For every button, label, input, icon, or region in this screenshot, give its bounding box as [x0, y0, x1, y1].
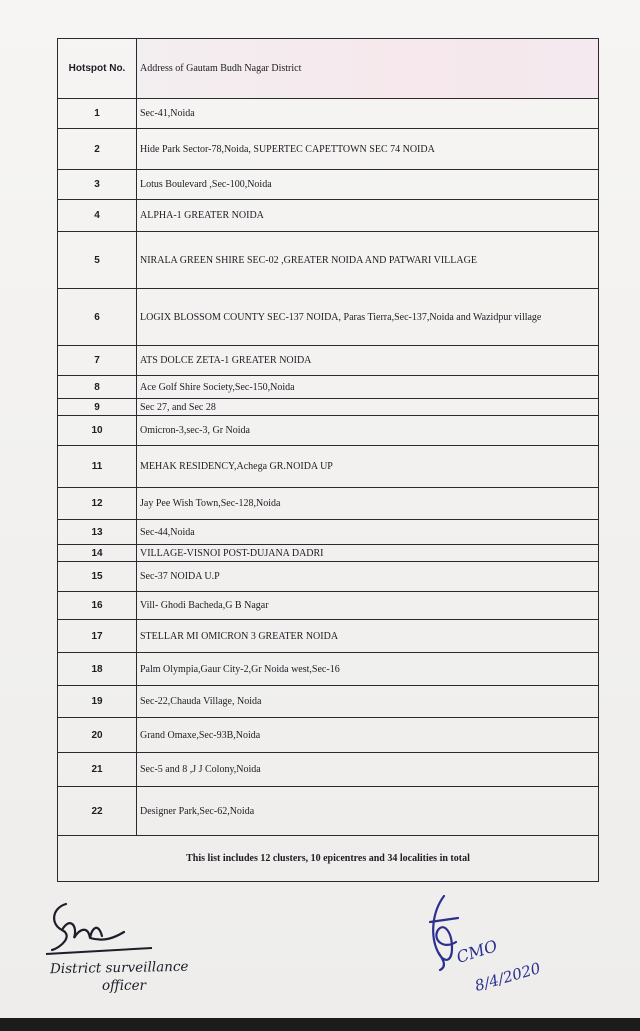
hotspot-number: 7: [58, 346, 137, 376]
hotspot-number: 4: [58, 200, 137, 232]
table-row: [58, 399, 599, 416]
hotspot-number: 2: [58, 129, 137, 170]
right-signature: [418, 892, 578, 1010]
hotspot-number: 1: [58, 99, 137, 129]
hotspot-number: 14: [58, 545, 137, 562]
hotspot-address: Vill- Ghodi Bacheda,G B Nagar: [137, 592, 599, 620]
left-signature: [44, 898, 244, 998]
table-row: [58, 232, 599, 289]
hotspot-address: Sec-44,Noida: [137, 520, 599, 545]
footer-row: [58, 836, 599, 882]
header-hotspot-no: Hotspot No.: [58, 39, 137, 99]
table-row: [58, 289, 599, 346]
table-row: [58, 718, 599, 753]
hotspot-address: NIRALA GREEN SHIRE SEC-02 ,GREATER NOIDA AND PATWARI VILLAGE: [137, 232, 599, 289]
table-row: [58, 488, 599, 520]
hotspot-address: STELLAR MI OMICRON 3 GREATER NOIDA: [137, 620, 599, 653]
header-address: Address of Gautam Budh Nagar District: [137, 39, 599, 99]
table-row: [58, 620, 599, 653]
table-row: [58, 416, 599, 446]
hotspot-number: 13: [58, 520, 137, 545]
hotspot-address: ATS DOLCE ZETA-1 GREATER NOIDA: [137, 346, 599, 376]
hotspot-number: 9: [58, 399, 137, 416]
hotspot-number: 15: [58, 562, 137, 592]
left-signature-scribble: [44, 898, 154, 956]
hotspot-address: Grand Omaxe,Sec-93B,Noida: [137, 718, 599, 753]
table-row: [58, 653, 599, 686]
right-signature-title: CMO: [454, 936, 500, 967]
hotspot-address: VILLAGE-VISNOI POST-DUJANA DADRI: [137, 545, 599, 562]
table-row: [58, 129, 599, 170]
header-row: [58, 39, 599, 99]
hotspot-number: 20: [58, 718, 137, 753]
hotspot-number: 12: [58, 488, 137, 520]
left-signature-line2: officer: [102, 978, 147, 994]
hotspot-address: Designer Park,Sec-62,Noida: [137, 787, 599, 836]
hotspot-number: 21: [58, 753, 137, 787]
hotspot-address: MEHAK RESIDENCY,Achega GR.NOIDA UP: [137, 446, 599, 488]
hotspot-number: 5: [58, 232, 137, 289]
hotspot-number: 18: [58, 653, 137, 686]
hotspot-address: ALPHA-1 GREATER NOIDA: [137, 200, 599, 232]
hotspot-address: Sec-5 and 8 ,J J Colony,Noida: [137, 753, 599, 787]
left-signature-line1: District surveillance: [49, 958, 189, 978]
table-row: [58, 376, 599, 399]
hotspot-address: Lotus Boulevard ,Sec-100,Noida: [137, 170, 599, 200]
hotspot-address: Ace Golf Shire Society,Sec-150,Noida: [137, 376, 599, 399]
hotspot-number: 17: [58, 620, 137, 653]
table-row: [58, 592, 599, 620]
hotspot-number: 19: [58, 686, 137, 718]
hotspot-address: Sec 27, and Sec 28: [137, 399, 599, 416]
hotspot-address: Sec-37 NOIDA U.P: [137, 562, 599, 592]
right-signature-date: 8/4/2020: [472, 959, 543, 995]
table-row: [58, 562, 599, 592]
hotspot-number: 6: [58, 289, 137, 346]
table-row: [58, 99, 599, 129]
hotspot-address: LOGIX BLOSSOM COUNTY SEC-137 NOIDA, Paras Tierra,Sec-137,Noida and Wazidpur village: [137, 289, 599, 346]
hotspot-number: 3: [58, 170, 137, 200]
hotspot-number: 8: [58, 376, 137, 399]
table-row: [58, 787, 599, 836]
hotspot-number: 22: [58, 787, 137, 836]
hotspot-address: Sec-41,Noida: [137, 99, 599, 129]
table-row: [58, 346, 599, 376]
hotspot-number: 10: [58, 416, 137, 446]
hotspot-address: Omicron-3,sec-3, Gr Noida: [137, 416, 599, 446]
table-row: [58, 170, 599, 200]
hotspot-address: Jay Pee Wish Town,Sec-128,Noida: [137, 488, 599, 520]
hotspot-number: 11: [58, 446, 137, 488]
hotspot-address: Sec-22,Chauda Village, Noida: [137, 686, 599, 718]
table-row: [58, 200, 599, 232]
table-row: [58, 753, 599, 787]
table-row: [58, 686, 599, 718]
bottom-bar: [0, 1018, 640, 1031]
summary-note: This list includes 12 clusters, 10 epicentres and 34 localities in total: [58, 836, 599, 882]
table-row: [58, 446, 599, 488]
table-row: [58, 545, 599, 562]
hotspot-address: Hide Park Sector-78,Noida, SUPERTEC CAPETTOWN SEC 74 NOIDA: [137, 129, 599, 170]
table-row: [58, 520, 599, 545]
hotspot-table: [57, 38, 599, 882]
hotspot-number: 16: [58, 592, 137, 620]
hotspot-address: Palm Olympia,Gaur City-2,Gr Noida west,Sec-16: [137, 653, 599, 686]
